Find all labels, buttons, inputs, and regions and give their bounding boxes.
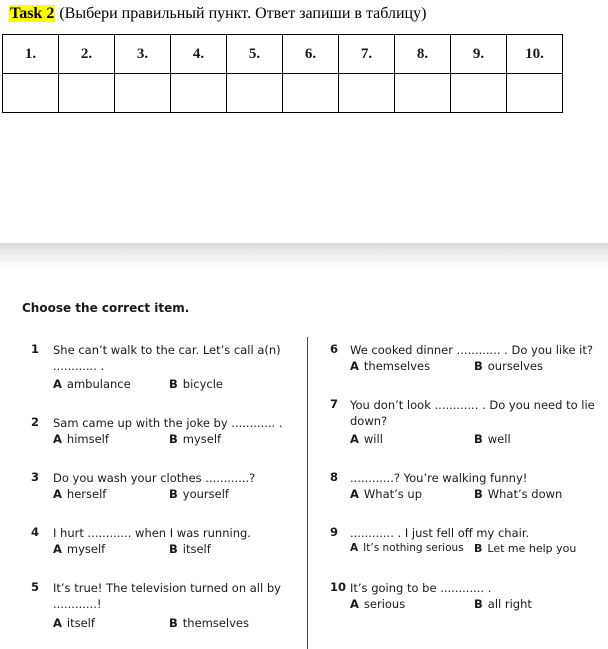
question-text-cont: ............ .	[53, 359, 105, 373]
answer-cell[interactable]	[227, 74, 283, 113]
answer-header-cell: 2.	[59, 35, 115, 74]
page-divider	[0, 243, 608, 267]
quiz-section	[0, 267, 608, 647]
option-b[interactable]: B yourself	[169, 487, 229, 501]
answer-header-cell: 3.	[115, 35, 171, 74]
answer-cell[interactable]	[339, 74, 395, 113]
option-b[interactable]: B bicycle	[169, 377, 223, 391]
option-a[interactable]: A himself	[53, 432, 109, 446]
option-a[interactable]: A itself	[53, 616, 95, 630]
question-number: 6	[330, 342, 339, 356]
question-text-cont: ............!	[53, 597, 102, 611]
answer-table	[2, 34, 563, 113]
question-9	[330, 525, 602, 561]
answer-cell[interactable]	[59, 74, 115, 113]
answer-table-input-row	[3, 74, 563, 113]
question-10	[330, 580, 602, 616]
question-text: She can’t walk to the car. Let’s call a(n)	[53, 343, 281, 357]
option-a[interactable]: A will	[350, 432, 383, 446]
answer-cell[interactable]	[507, 74, 563, 113]
option-b[interactable]: B myself	[169, 432, 222, 446]
question-number: 5	[31, 580, 40, 594]
answer-cell[interactable]	[283, 74, 339, 113]
option-b[interactable]: B What’s down	[474, 487, 563, 501]
option-a[interactable]: A ambulance	[53, 377, 131, 391]
answer-cell[interactable]	[395, 74, 451, 113]
task-instruction: (Выбери правильный пункт. Ответ запиши в таблицу)	[59, 5, 427, 22]
answer-cell[interactable]	[3, 74, 59, 113]
question-text: ............? You’re walking funny!	[350, 471, 528, 485]
question-3	[31, 470, 301, 506]
option-a[interactable]: A themselves	[350, 359, 431, 373]
task-label: Task 2	[10, 5, 55, 22]
option-b[interactable]: B Let me help you	[474, 542, 577, 555]
option-a[interactable]: A What’s up	[350, 487, 423, 501]
task-section	[0, 0, 608, 243]
question-2	[31, 415, 301, 451]
question-number: 2	[31, 415, 40, 429]
option-a[interactable]: A myself	[53, 542, 106, 556]
option-b[interactable]: B ourselves	[474, 359, 543, 373]
question-number: 8	[330, 470, 339, 484]
option-b[interactable]: B well	[474, 432, 511, 446]
question-text: I hurt ............ when I was running.	[53, 526, 251, 540]
question-text: Do you wash your clothes ............?	[53, 471, 256, 485]
question-1	[31, 342, 301, 394]
question-text: It’s true! The television turned on all by	[53, 581, 281, 595]
option-b[interactable]: B themselves	[169, 616, 249, 630]
answer-cell[interactable]	[451, 74, 507, 113]
question-number: 10	[330, 580, 347, 594]
question-text: ............ . I just fell off my chair.	[350, 526, 530, 540]
answer-header-cell: 7.	[339, 35, 395, 74]
question-text: Sam came up with the joke by ............ .	[53, 416, 283, 430]
question-number: 4	[31, 525, 40, 539]
question-number: 9	[330, 525, 339, 539]
option-a[interactable]: A It’s nothing serious	[350, 542, 464, 554]
option-a[interactable]: A serious	[350, 597, 406, 611]
question-number: 1	[31, 342, 40, 356]
answer-header-cell: 1.	[3, 35, 59, 74]
question-text: It’s going to be ............ .	[350, 581, 492, 595]
column-divider	[307, 337, 308, 649]
task-heading	[9, 5, 426, 23]
answer-header-cell: 6.	[283, 35, 339, 74]
answer-header-cell: 10.	[507, 35, 563, 74]
answer-header-cell: 8.	[395, 35, 451, 74]
question-text-cont: down?	[350, 414, 388, 428]
question-7	[330, 397, 602, 451]
question-number: 3	[31, 470, 40, 484]
option-b[interactable]: B all right	[474, 597, 532, 611]
option-b[interactable]: B itself	[169, 542, 211, 556]
question-6	[330, 342, 602, 378]
answer-header-cell: 5.	[227, 35, 283, 74]
question-8	[330, 470, 602, 506]
answer-header-cell: 4.	[171, 35, 227, 74]
answer-cell[interactable]	[115, 74, 171, 113]
question-text: You don’t look ............ . Do you need to lie	[350, 398, 595, 412]
answer-table-header-row	[3, 35, 563, 74]
option-a[interactable]: A herself	[53, 487, 107, 501]
question-4	[31, 525, 301, 561]
question-5	[31, 580, 301, 634]
question-text: We cooked dinner ............ . Do you like it?	[350, 343, 593, 357]
answer-header-cell: 9.	[451, 35, 507, 74]
answer-cell[interactable]	[171, 74, 227, 113]
quiz-instruction: Choose the correct item.	[22, 301, 190, 315]
question-number: 7	[330, 397, 339, 411]
